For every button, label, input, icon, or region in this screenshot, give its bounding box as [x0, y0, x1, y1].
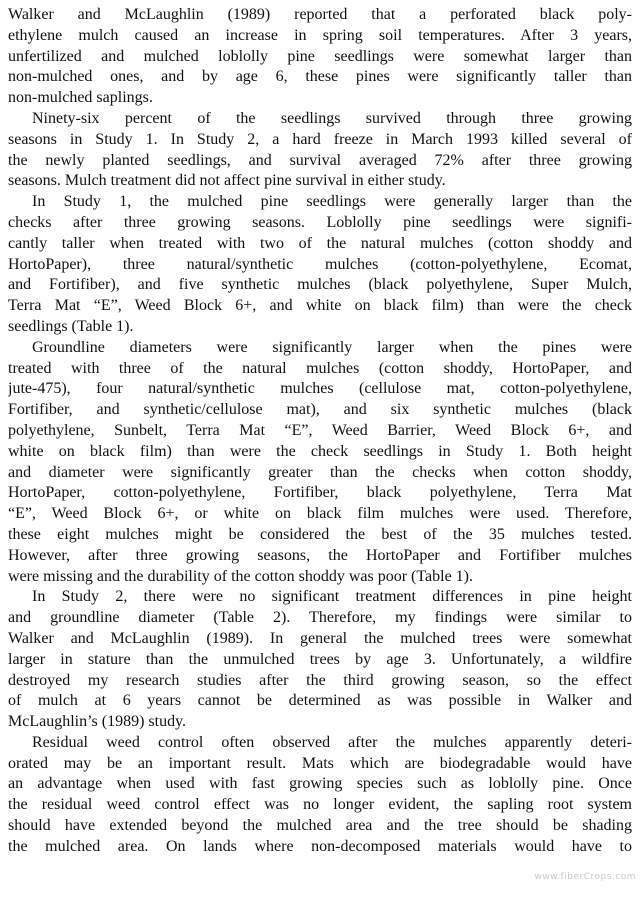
text-line: the newly planted seedlings, and survival averaged 72% after three growing — [8, 151, 632, 169]
text-line: Residual weed control often observed after the mulches apparently deteri- — [32, 733, 632, 751]
text-line: unfertilized and mulched loblolly pine seedlings were somewhat larger than — [8, 47, 632, 65]
text-line: Walker and McLaughlin (1989) reported that a perforated black poly- — [8, 6, 632, 23]
text-line: Walker and McLaughlin (1989). In general the mulched trees were somewhat — [8, 629, 632, 647]
text-line: the residual weed control effect was no longer evident, the sapling root system — [8, 796, 632, 814]
text-line: Ninety-six percent of the seedlings survived through three growing — [32, 109, 632, 127]
paragraph — [8, 338, 632, 588]
text-line: cantly taller when treated with two of the natural mulches (cotton shoddy and — [8, 234, 632, 252]
text-line: white on black film) than were the check seedlings in Study 1. Both height — [8, 442, 632, 460]
text-line: Terra Mat “E”, Weed Block 6+, and white on black film) than were the check — [8, 297, 632, 315]
document-page — [8, 5, 632, 858]
text-line: non-mulched saplings. — [8, 89, 153, 107]
text-line: McLaughlin’s (1989) study. — [8, 713, 187, 731]
text-line: and diameter were significantly greater than the checks when cotton shoddy, — [8, 463, 632, 481]
text-line: treated with three of the natural mulches (cotton shoddy, HortoPaper, and — [8, 359, 632, 377]
text-line: checks after three growing seasons. Loblolly pine seedlings were signifi- — [8, 213, 632, 231]
text-line: ethylene mulch caused an increase in spring soil temperatures. After 3 years, — [8, 26, 632, 44]
text-line: an advantage when used with fast growing species such as loblolly pine. Once — [8, 775, 632, 793]
text-line: should have extended beyond the mulched area and the tree should be shading — [8, 817, 632, 835]
text-line: larger in stature than the unmulched trees by age 3. Unfortunately, a wildfire — [8, 650, 632, 668]
text-line: seasons. Mulch treatment did not affect pine survival in either study. — [8, 172, 446, 190]
text-line: polyethylene, Sunbelt, Terra Mat “E”, Weed Barrier, Weed Block 6+, and — [8, 421, 632, 439]
text-line: In Study 1, the mulched pine seedlings were generally larger than the — [32, 193, 632, 211]
text-line: and Fortifiber), and five synthetic mulches (black polyethylene, Super Mulch, — [8, 276, 632, 294]
paragraph — [8, 5, 632, 109]
text-line: jute-475), four natural/synthetic mulches (cellulose mat, cotton-polyethylene, — [8, 380, 632, 398]
text-line: and groundline diameter (Table 2). Therefore, my findings were similar to — [8, 609, 632, 627]
paragraph — [8, 109, 632, 192]
text-line: seasons in Study 1. In Study 2, a hard freeze in March 1993 killed several of — [8, 130, 632, 148]
text-line: HortoPaper), three natural/synthetic mulches (cotton-polyethylene, Ecomat, — [8, 255, 632, 273]
text-line: non-mulched ones, and by age 6, these pines were significantly taller than — [8, 68, 632, 86]
text-line: However, after three growing seasons, the HortoPaper and Fortifiber mulches — [8, 546, 632, 564]
text-line: seedlings (Table 1). — [8, 317, 134, 335]
text-line: HortoPaper, cotton-polyethylene, Fortifiber, black polyethylene, Terra Mat — [8, 484, 632, 502]
text-line: In Study 2, there were no significant treatment differences in pine height — [32, 588, 632, 606]
paragraph — [8, 192, 632, 338]
text-line: “E”, Weed Block 6+, or white on black film mulches were used. Therefore, — [8, 505, 632, 523]
text-line: of mulch at 6 years cannot be determined as was possible in Walker and — [8, 692, 632, 710]
text-line: the mulched area. On lands where non-decomposed materials would have to — [8, 837, 632, 855]
text-line: Fortifiber, and synthetic/cellulose mat), and six synthetic mulches (black — [8, 401, 632, 419]
paragraph — [8, 733, 632, 858]
text-line: orated may be an important result. Mats which are biodegradable would have — [8, 754, 632, 772]
text-line: destroyed my research studies after the third growing season, so the effect — [8, 671, 632, 689]
paragraph — [8, 587, 632, 733]
text-line: Groundline diameters were significantly larger when the pines were — [32, 338, 632, 356]
text-line: these eight mulches might be considered the best of the 35 mulches tested. — [8, 525, 632, 543]
text-line: were missing and the durability of the cotton shoddy was poor (Table 1). — [8, 567, 473, 585]
watermark-text: www.fiberCrops.com — [534, 872, 636, 882]
